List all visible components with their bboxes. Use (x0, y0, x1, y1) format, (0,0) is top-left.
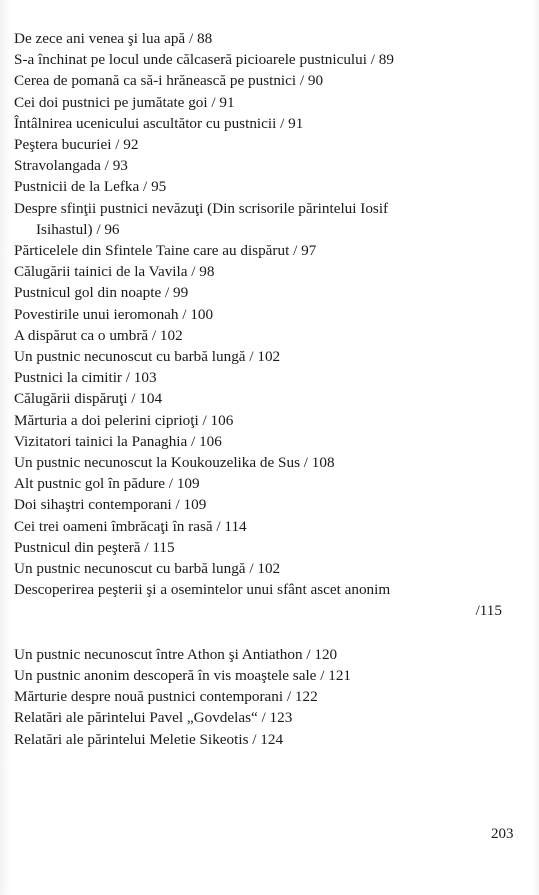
toc-entry: Un pustnic necunoscut cu barbă lungă / 102 (14, 560, 281, 578)
page-number: 203 (491, 826, 514, 842)
toc-entry: Pustnici la cimitir / 103 (14, 369, 157, 387)
toc-entry: Pustnicii de la Lefka / 95 (14, 178, 167, 196)
toc-entry: De zece ani venea şi lua apă / 88 (14, 30, 213, 47)
toc-entry: Un pustnic necunoscut la Koukouzelika de Sus / 108 (14, 454, 335, 472)
toc-entry: Povestirile unui ieromonah / 100 (14, 305, 214, 323)
toc-entry: Pustnicul gol din noapte / 99 (14, 284, 189, 302)
toc-entry: Un pustnic necunoscut cu barbă lungă / 102 (14, 348, 281, 366)
toc-entry: Cei doi pustnici pe jumătate goi / 91 (14, 93, 235, 111)
toc-entry: Călugării dispăruţi / 104 (14, 390, 163, 408)
toc-entry: Mărturia a doi pelerini ciprioţi / 106 (14, 411, 234, 429)
toc-entry-title: Descoperirea peşterii şi a osemintelor unui sfânt ascet anonim (14, 581, 391, 599)
toc-entry: Pustnicul din peşteră / 115 (14, 538, 175, 556)
toc-entry: Alt pustnic gol în pădure / 109 (14, 475, 200, 493)
table-of-contents (14, 28, 514, 750)
toc-entry: Vizitatori tainici la Panaghia / 106 (14, 432, 222, 450)
toc-entry: Cerea de pomană ca să-i hrănească pe pustnici / 90 (14, 72, 324, 90)
toc-entry: A dispărut ca o umbră / 102 (14, 326, 183, 344)
toc-entry: Un pustnic anonim descoperă în vis moaştele sale / 121 (14, 666, 352, 684)
toc-entry: Relatări ale părintelui Meletie Sikeotis / 124 (14, 730, 284, 748)
toc-entry: Peştera bucuriei / 92 (14, 136, 139, 154)
toc-entry: Călugării tainici de la Vavila / 98 (14, 263, 215, 281)
toc-entry-line1: Despre sfinţii pustnici nevăzuţi (Din scrisorile părintelui Iosif (14, 199, 389, 217)
section-gap (14, 622, 514, 644)
toc-entry: Stravolangada / 93 (14, 157, 128, 175)
toc-entry: Relatări ale părintelui Pavel „Govdelas“ / 123 (14, 709, 293, 727)
toc-entry: Un pustnic necunoscut între Athon şi Antiathon / 120 (14, 645, 338, 663)
toc-entry: Cei trei oameni îmbrăcaţi în rasă / 114 (14, 517, 247, 535)
toc-entry-page: /115 (475, 602, 502, 620)
toc-entry (14, 579, 514, 621)
toc-entry: Părticelele din Sfintele Taine care au dispărut / 97 (14, 242, 317, 260)
toc-entry (14, 198, 514, 240)
toc-entry-line2: Isihastul) / 96 (36, 220, 120, 238)
toc-entry: Întâlnirea ucenicului ascultător cu pustnicii / 91 (14, 114, 304, 132)
toc-entry: S-a închinat pe locul unde călcaseră picioarele pustnicului / 89 (14, 51, 394, 69)
toc-entry: Doi sihaştri contemporani / 109 (14, 496, 207, 514)
toc-entry: Mărturie despre nouă pustnici contemporani / 122 (14, 688, 318, 706)
page-edge (533, 0, 539, 895)
